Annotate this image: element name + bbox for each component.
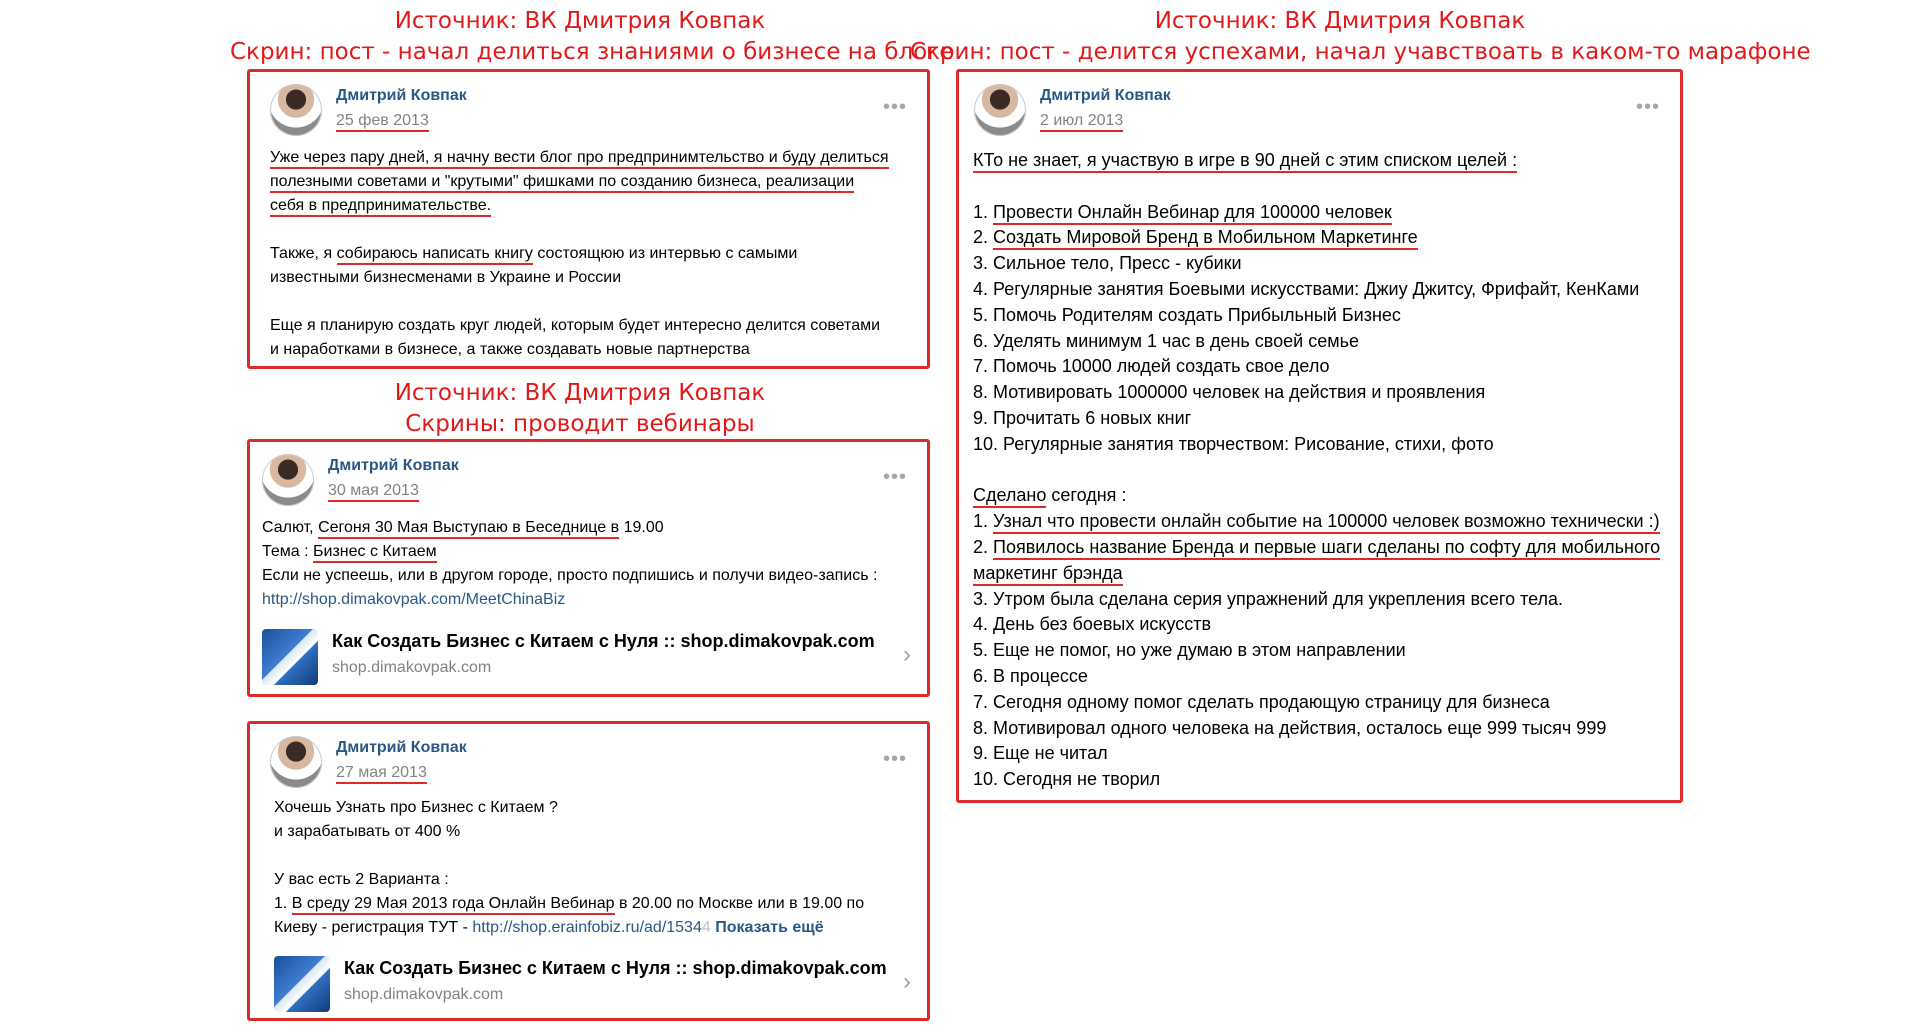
caption-description: Скрин: пост - делится успехами, начал учавствоать в каком-то марафоне bbox=[910, 39, 1811, 65]
caption-description: Скрин: пост - начал делиться знаниями о бизнесе на блоге bbox=[230, 39, 954, 65]
caption-description: Скрины: проводит вебинары bbox=[405, 411, 755, 437]
snippet-title: Как Создать Бизнес с Китаем с Нуля :: shop.dimakovpak.com bbox=[332, 631, 875, 651]
post-text: Салют, Сегоня 30 Мая Выступаю в Беседнице в 19.00 Тема : Бизнес с Китаем Если не успеешь, или в другом городе, просто подпишись и получи видео-запись : http://shop.dimakovpak.com/MeetChinaBiz bbox=[262, 519, 878, 608]
post-text: Хочешь Узнать про Бизнес с Китаем ? и зарабатывать от 400 % У вас есть 2 Варианта : 1. В среду 29 Мая 2013 года Онлайн Вебинар в 20.00 по Москве или в 19.00 по Киеву - регистрация ТУТ - http://shop.erainfobiz.ru/ad/15344 Показать ещё bbox=[274, 799, 865, 936]
post-header bbox=[270, 84, 907, 140]
snippet-thumbnail bbox=[262, 629, 318, 685]
post-header bbox=[270, 736, 907, 792]
post-header bbox=[262, 454, 907, 510]
post-card-blog bbox=[247, 69, 930, 369]
more-options-icon[interactable]: ••• bbox=[882, 748, 907, 770]
link-snippet[interactable] bbox=[262, 629, 911, 687]
avatar[interactable] bbox=[262, 454, 314, 506]
post-date[interactable]: 27 мая 2013 bbox=[336, 764, 427, 782]
avatar[interactable] bbox=[270, 84, 322, 136]
post-header bbox=[974, 84, 1660, 140]
post-date[interactable]: 2 июл 2013 bbox=[1040, 112, 1123, 130]
author-name[interactable]: Дмитрий Ковпак bbox=[328, 457, 459, 474]
snippet-title: Как Создать Бизнес с Китаем с Нуля :: shop.dimakovpak.com bbox=[344, 958, 887, 978]
author-name[interactable]: Дмитрий Ковпак bbox=[1040, 87, 1171, 104]
caption-source: Источник: ВК Дмитрия Ковпак bbox=[394, 380, 766, 406]
snippet-thumbnail bbox=[274, 956, 330, 1012]
link-snippet[interactable] bbox=[274, 956, 911, 1014]
author-name[interactable]: Дмитрий Ковпак bbox=[336, 739, 467, 756]
post-link[interactable]: http://shop.erainfobiz.ru/ad/1534 bbox=[472, 919, 702, 936]
snippet-domain: shop.dimakovpak.com bbox=[332, 659, 492, 676]
post-date[interactable]: 30 мая 2013 bbox=[328, 482, 419, 500]
caption-post4 bbox=[910, 6, 1811, 68]
more-options-icon[interactable]: ••• bbox=[1635, 96, 1660, 118]
caption-post1 bbox=[230, 6, 954, 68]
post-card-webinar-may27 bbox=[247, 721, 930, 1021]
chevron-right-icon: › bbox=[903, 641, 911, 668]
post-card-marathon bbox=[956, 69, 1683, 803]
chevron-right-icon: › bbox=[903, 968, 911, 995]
caption-source: Источник: ВК Дмитрия Ковпак bbox=[394, 8, 766, 34]
caption-source: Источник: ВК Дмитрия Ковпак bbox=[1154, 8, 1526, 34]
post-link[interactable]: http://shop.dimakovpak.com/MeetChinaBiz bbox=[262, 591, 566, 608]
post-text: КТо не знает, я участвую в игре в 90 дней с этим списком целей : 1. Провести Онлайн Вебинар для 100000 человек 2. Создать Мировой Бренд в Мобильном Маркетинге 3. Сильное тело, Пресс - кубики 4. Регулярные занятия Боевыми искусствами: Джиу Джитсу, Фрифайт, КенКами 5. Помочь Родителям создать Прибыльный Бизнес 6. Уделять минимум 1 час в день своей семье 7. Помочь 10000 людей создать свое дело 8. Мотивировать 1000000 человек на действия и проявления 9. Прочитать 6 новых книг 10. Регулярные занятия творчеством: Рисование, стихи, фото Сделано сегодня : 1. Узнал что провести онлайн событие на 100000 человек возможно технически :) 2. Появилось название Бренда и первые шаги сделаны по софту для мобильного маркетинг брэнда 3. Утром была сделана серия упражнений для укрепления всего тела. 4. День без боевых искусств 5. Еще не помог, но уже думаю в этом направлении 6. В процессе 7. Сегодня одному помог сделать продающую страницу для бизнеса 8. Мотивировал одного человека на действия, осталось еще 999 тысяч 999 9. Еще не читал 10. Сегодня не творил bbox=[973, 150, 1661, 790]
author-name[interactable]: Дмитрий Ковпак bbox=[336, 87, 467, 104]
post-text: Уже через пару дней, я начну вести блог про предпринимтельство и буду делиться полезными советами и "крутыми" фишками по созданию бизнеса, реализации себя в предпринимательстве. Также, я собираюсь написать книгу состоящюю из интервью с самыми известными бизнесменами в Украине и России Еще я планирую создать круг людей, которым будет интересно делится советами и наработками в бизнесе, а также создавать новые партнерства bbox=[270, 149, 889, 358]
post-date[interactable]: 25 фев 2013 bbox=[336, 112, 429, 130]
snippet-domain: shop.dimakovpak.com bbox=[344, 986, 504, 1003]
avatar[interactable] bbox=[270, 736, 322, 788]
post-card-webinar-may30 bbox=[247, 439, 930, 697]
more-options-icon[interactable]: ••• bbox=[882, 96, 907, 118]
avatar[interactable] bbox=[974, 84, 1026, 136]
caption-webinars bbox=[230, 378, 930, 440]
show-more-link[interactable]: Показать ещё bbox=[715, 919, 824, 936]
more-options-icon[interactable]: ••• bbox=[882, 466, 907, 488]
